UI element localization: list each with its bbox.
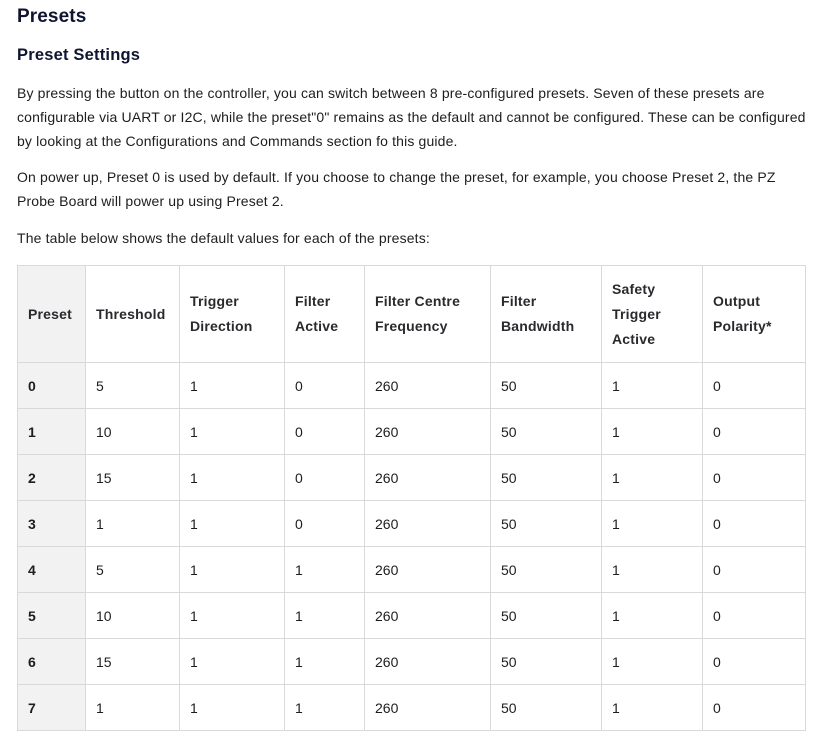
cell-filter-centre-frequency: 260 (365, 547, 491, 593)
table-body (18, 363, 806, 731)
cell-trigger-direction: 1 (180, 547, 285, 593)
cell-threshold: 15 (86, 639, 180, 685)
cell-filter-active: 0 (285, 501, 365, 547)
cell-trigger-direction: 1 (180, 685, 285, 731)
cell-safety-trigger-active: 1 (602, 547, 703, 593)
cell-trigger-direction: 1 (180, 363, 285, 409)
cell-output-polarity: 0 (703, 639, 806, 685)
cell-safety-trigger-active: 1 (602, 639, 703, 685)
cell-preset: 6 (18, 639, 86, 685)
cell-preset: 0 (18, 363, 86, 409)
header-preset: Preset (18, 266, 86, 363)
table-header-row (18, 266, 806, 363)
cell-filter-active: 0 (285, 409, 365, 455)
cell-filter-bandwidth: 50 (491, 547, 602, 593)
cell-filter-bandwidth: 50 (491, 409, 602, 455)
cell-safety-trigger-active: 1 (602, 363, 703, 409)
cell-trigger-direction: 1 (180, 593, 285, 639)
cell-filter-centre-frequency: 260 (365, 639, 491, 685)
cell-filter-bandwidth: 50 (491, 639, 602, 685)
cell-threshold: 5 (86, 547, 180, 593)
cell-output-polarity: 0 (703, 685, 806, 731)
table-row (18, 363, 806, 409)
cell-filter-centre-frequency: 260 (365, 455, 491, 501)
power-up-paragraph: On power up, Preset 0 is used by default. If you choose to change the preset, for example, you choose Preset 2, the PZ Probe Board will power up using Preset 2. (17, 169, 776, 209)
table-row (18, 639, 806, 685)
cell-filter-active: 0 (285, 455, 365, 501)
cell-safety-trigger-active: 1 (602, 409, 703, 455)
header-safety-trigger-active: Safety Trigger Active (602, 266, 703, 363)
header-threshold: Threshold (86, 266, 180, 363)
cell-safety-trigger-active: 1 (602, 593, 703, 639)
cell-output-polarity: 0 (703, 409, 806, 455)
intro-paragraph: By pressing the button on the controller, you can switch between 8 pre-configured presets. Seven of these presets are configurable via UART or I2C, while the preset"0" remains as the default and cannot be configured. These can be configured by looking at the Configurations and Commands section fo this guide. (17, 85, 806, 149)
cell-trigger-direction: 1 (180, 639, 285, 685)
cell-threshold: 10 (86, 409, 180, 455)
cell-output-polarity: 0 (703, 547, 806, 593)
header-trigger-direction: Trigger Direction (180, 266, 285, 363)
cell-filter-active: 0 (285, 363, 365, 409)
cell-threshold: 10 (86, 593, 180, 639)
cell-filter-active: 1 (285, 639, 365, 685)
cell-threshold: 5 (86, 363, 180, 409)
cell-preset: 2 (18, 455, 86, 501)
cell-trigger-direction: 1 (180, 409, 285, 455)
table-row (18, 685, 806, 731)
table-row (18, 547, 806, 593)
header-filter-bandwidth: Filter Bandwidth (491, 266, 602, 363)
cell-preset: 1 (18, 409, 86, 455)
cell-threshold: 1 (86, 501, 180, 547)
cell-preset: 5 (18, 593, 86, 639)
cell-filter-active: 1 (285, 593, 365, 639)
cell-preset: 3 (18, 501, 86, 547)
table-row (18, 501, 806, 547)
header-output-polarity: Output Polarity* (703, 266, 806, 363)
cell-filter-centre-frequency: 260 (365, 409, 491, 455)
cell-filter-bandwidth: 50 (491, 593, 602, 639)
cell-trigger-direction: 1 (180, 455, 285, 501)
cell-filter-centre-frequency: 260 (365, 685, 491, 731)
cell-preset: 7 (18, 685, 86, 731)
section-heading: Preset Settings (17, 46, 141, 64)
table-row (18, 455, 806, 501)
cell-output-polarity: 0 (703, 593, 806, 639)
cell-output-polarity: 0 (703, 455, 806, 501)
cell-output-polarity: 0 (703, 501, 806, 547)
cell-filter-active: 1 (285, 547, 365, 593)
table-intro-paragraph: The table below shows the default values for each of the presets: (17, 230, 430, 246)
page-title: Presets (17, 6, 87, 27)
cell-filter-centre-frequency: 260 (365, 593, 491, 639)
cell-trigger-direction: 1 (180, 501, 285, 547)
header-filter-active: Filter Active (285, 266, 365, 363)
header-filter-centre-frequency: Filter Centre Frequency (365, 266, 491, 363)
cell-filter-bandwidth: 50 (491, 501, 602, 547)
cell-output-polarity: 0 (703, 363, 806, 409)
cell-safety-trigger-active: 1 (602, 501, 703, 547)
cell-filter-bandwidth: 50 (491, 455, 602, 501)
table-row (18, 593, 806, 639)
cell-filter-bandwidth: 50 (491, 363, 602, 409)
cell-filter-bandwidth: 50 (491, 685, 602, 731)
presets-table (17, 265, 806, 731)
cell-safety-trigger-active: 1 (602, 455, 703, 501)
cell-preset: 4 (18, 547, 86, 593)
cell-threshold: 15 (86, 455, 180, 501)
cell-filter-centre-frequency: 260 (365, 501, 491, 547)
cell-threshold: 1 (86, 685, 180, 731)
table-row (18, 409, 806, 455)
cell-filter-active: 1 (285, 685, 365, 731)
cell-safety-trigger-active: 1 (602, 685, 703, 731)
cell-filter-centre-frequency: 260 (365, 363, 491, 409)
